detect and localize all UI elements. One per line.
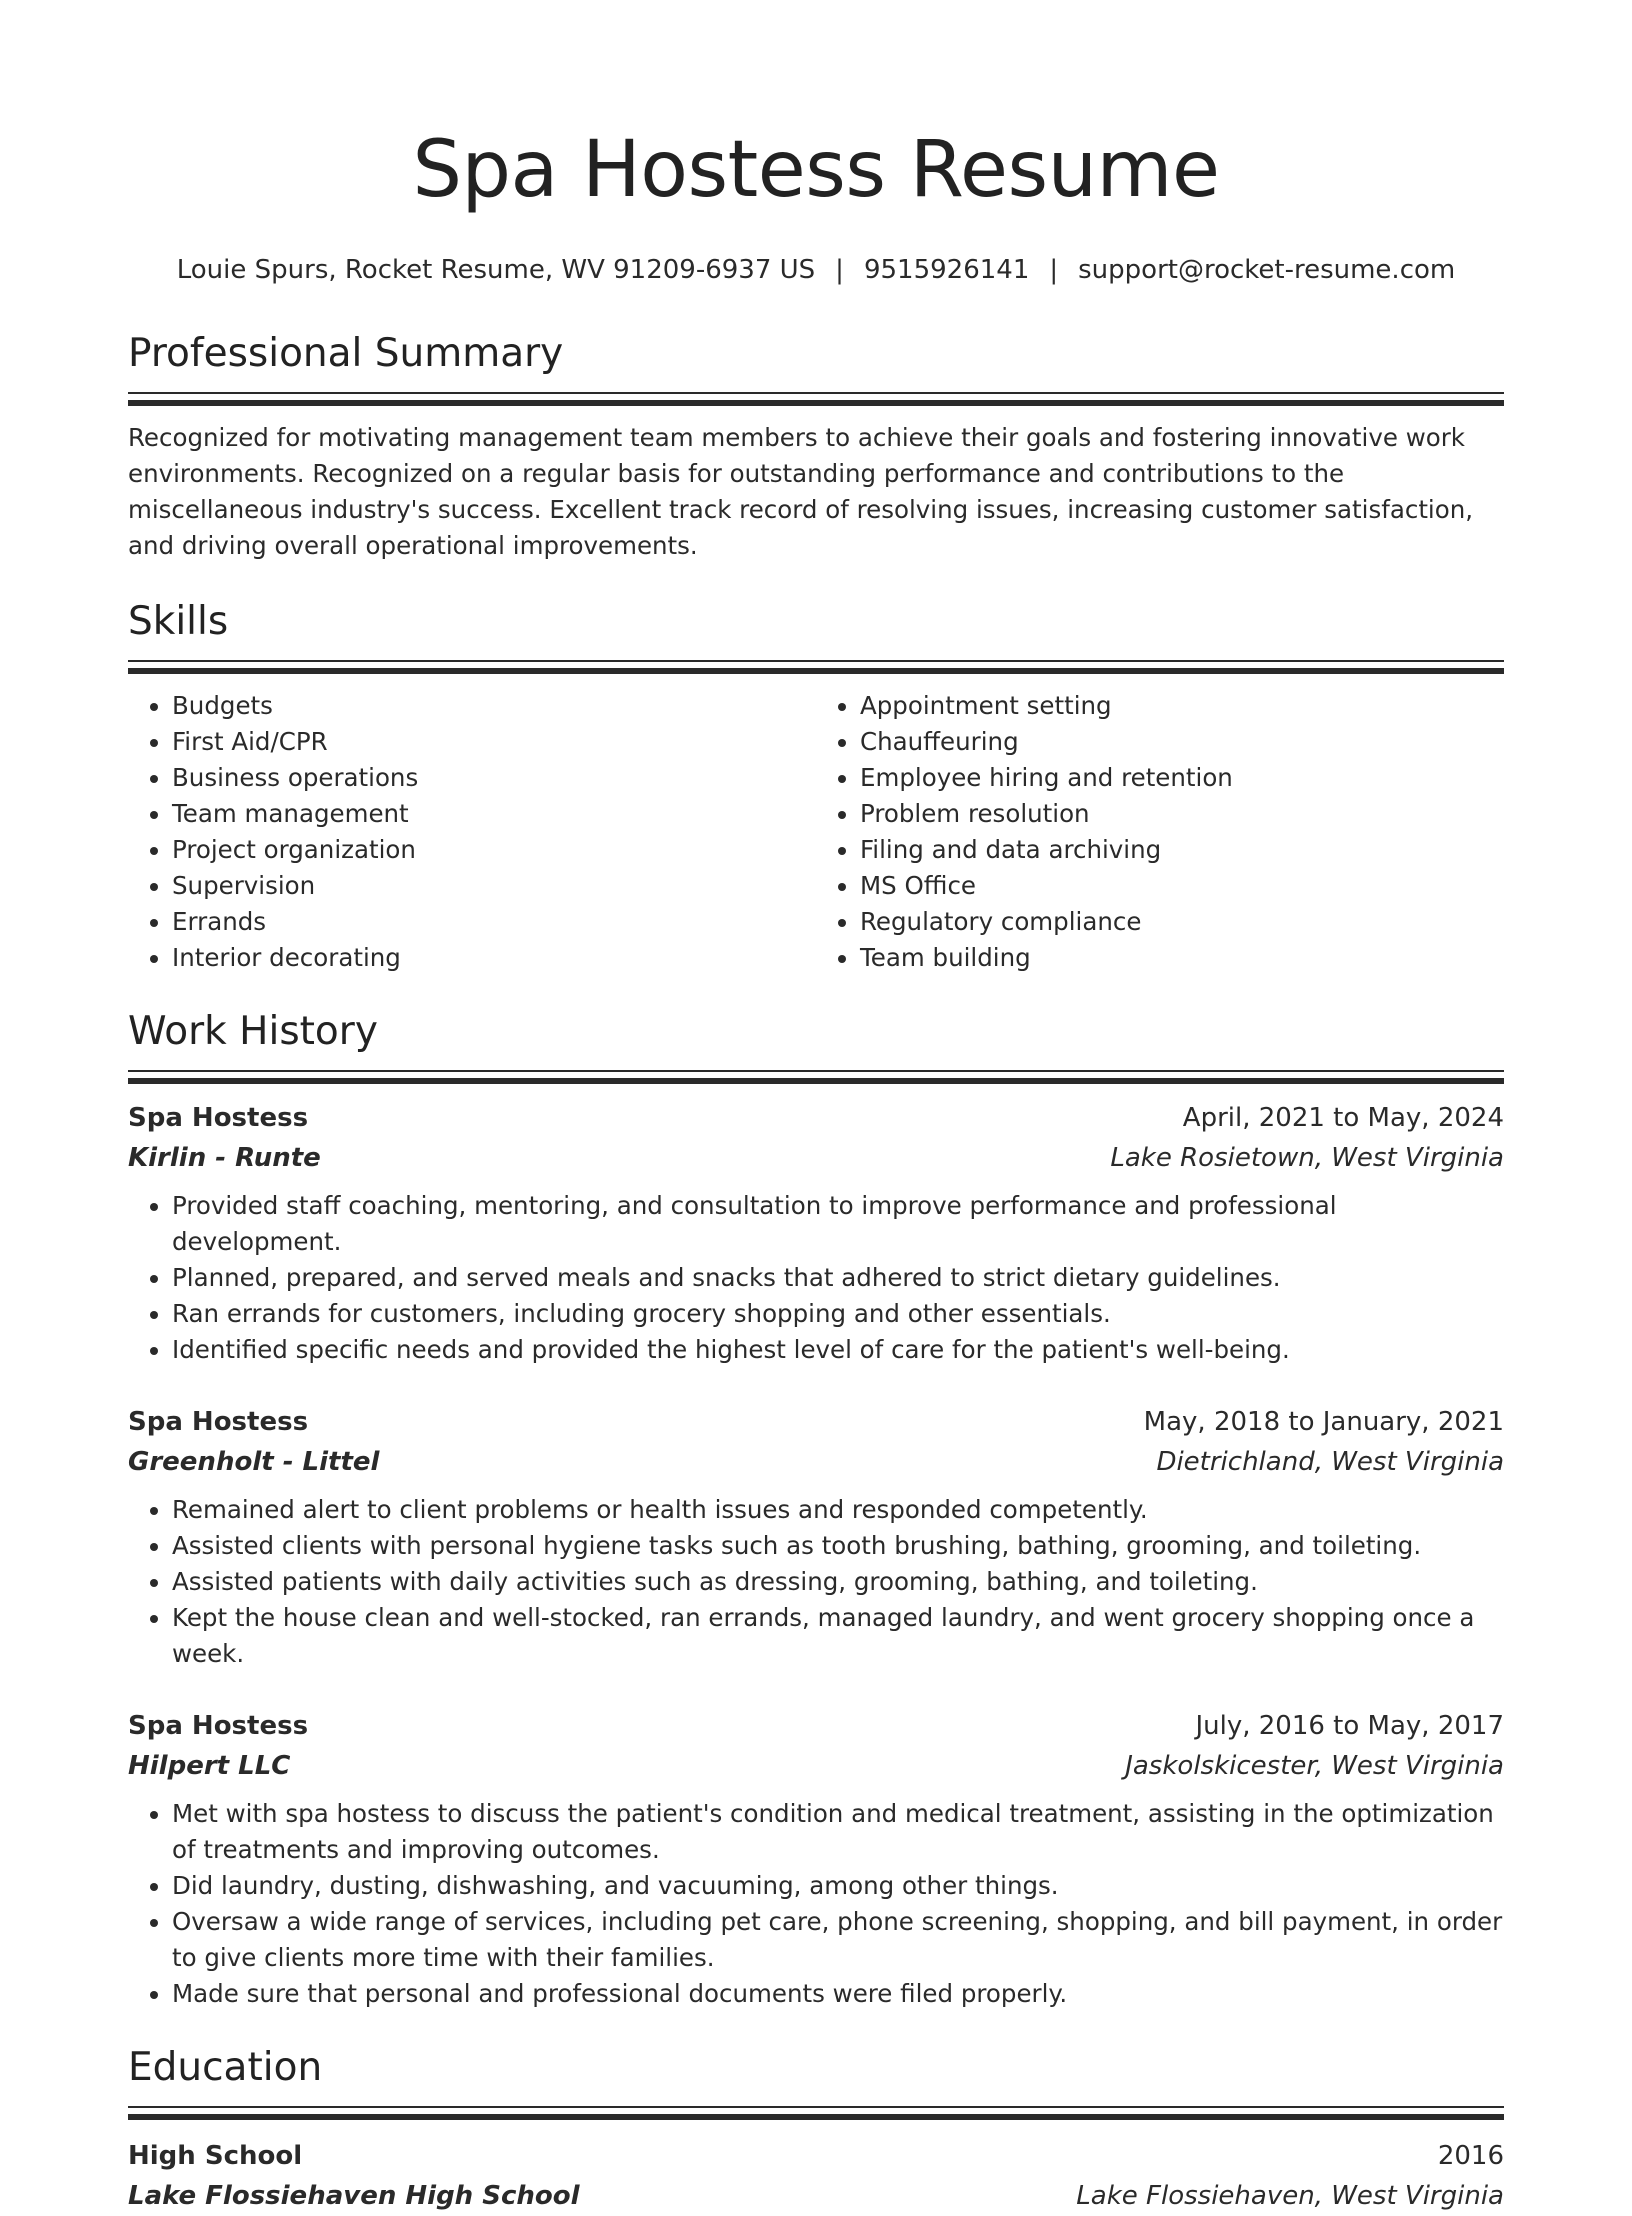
skill-item: • Regulatory compliance <box>860 904 1504 940</box>
skill-item: • Project organization <box>172 832 816 868</box>
work-history-heading: Work History <box>128 1009 378 1054</box>
job-title: Spa Hostess <box>128 1711 309 1741</box>
job-company-row <box>128 1138 1504 1178</box>
section-divider <box>128 660 1504 674</box>
skills-columns <box>128 688 1504 976</box>
job-dates: May, 2018 to January, 2021 <box>1143 1407 1504 1437</box>
education-heading: Education <box>128 2045 323 2090</box>
job-entry <box>128 1706 1504 2012</box>
education-degree: High School <box>128 2141 303 2171</box>
education-entry <box>128 2136 1504 2216</box>
job-bullets <box>128 1796 1504 2012</box>
skill-item: • Team building <box>860 940 1504 976</box>
summary-heading: Professional Summary <box>128 331 564 376</box>
contact-line <box>128 252 1504 288</box>
skill-item: • MS Office <box>860 868 1504 904</box>
skill-item: • Chauffeuring <box>860 724 1504 760</box>
job-title: Spa Hostess <box>128 1407 309 1437</box>
skill-item: • Appointment setting <box>860 688 1504 724</box>
education-year: 2016 <box>1437 2141 1504 2171</box>
summary-text: Recognized for motivating management team members to achieve their goals and fostering innovative work environments. Recognized on a regular basis for outstanding performance and contributions to the miscellaneous industry's success. Excellent track record of resolving issues, increasing customer satisfaction, and driving overall operational improvements. <box>128 423 1474 560</box>
skill-item: • Team management <box>172 796 816 832</box>
skills-section <box>128 596 1504 976</box>
job-bullets <box>128 1188 1504 1368</box>
job-header-row <box>128 1098 1504 1138</box>
job-bullet: • Did laundry, dusting, dishwashing, and vacuuming, among other things. <box>172 1868 1504 1904</box>
skill-item: • First Aid/CPR <box>172 724 816 760</box>
education-location: Lake Flossiehaven, West Virginia <box>1076 2181 1504 2211</box>
skill-item: • Supervision <box>172 868 816 904</box>
contact-phone: 9515926141 <box>863 255 1030 285</box>
contact-email: support@rocket-resume.com <box>1078 255 1456 285</box>
education-school-row <box>128 2176 1504 2216</box>
skills-left-list <box>128 688 816 976</box>
contact-separator: | <box>835 255 844 285</box>
job-bullet: • Met with spa hostess to discuss the patient's condition and medical treatment, assisting in the optimization of treatments and improving outcomes. <box>172 1796 1504 1868</box>
job-bullet: • Provided staff coaching, mentoring, and consultation to improve performance and professional development. <box>172 1188 1504 1260</box>
job-company: Kirlin - Runte <box>128 1143 321 1173</box>
job-dates: July, 2016 to May, 2017 <box>1195 1711 1504 1741</box>
job-header-row <box>128 1402 1504 1442</box>
resume-title: Spa Hostess Resume <box>412 125 1220 215</box>
job-header-row <box>128 1706 1504 1746</box>
education-school: Lake Flossiehaven High School <box>128 2181 580 2211</box>
job-bullet: • Planned, prepared, and served meals and snacks that adhered to strict dietary guidelines. <box>172 1260 1504 1296</box>
skill-item: • Errands <box>172 904 816 940</box>
skill-item: • Employee hiring and retention <box>860 760 1504 796</box>
skills-heading: Skills <box>128 599 229 644</box>
section-divider <box>128 1070 1504 1084</box>
skill-item: • Filing and data archiving <box>860 832 1504 868</box>
skill-item: • Interior decorating <box>172 940 816 976</box>
job-company: Hilpert LLC <box>128 1751 291 1781</box>
job-bullet: • Remained alert to client problems or health issues and responded competently. <box>172 1492 1504 1528</box>
job-bullet: • Assisted patients with daily activities such as dressing, grooming, bathing, and toileting. <box>172 1564 1504 1600</box>
job-bullet: • Made sure that personal and professional documents were filed properly. <box>172 1976 1504 2012</box>
job-dates: April, 2021 to May, 2024 <box>1182 1103 1504 1133</box>
job-company-row <box>128 1746 1504 1786</box>
education-section <box>128 2042 1504 2216</box>
job-bullet: • Identified specific needs and provided the highest level of care for the patient's well-being. <box>172 1332 1504 1368</box>
job-location: Jaskolskicester, West Virginia <box>1125 1751 1504 1781</box>
job-entry <box>128 1402 1504 1672</box>
section-divider <box>128 2106 1504 2120</box>
education-header-row <box>128 2136 1504 2176</box>
skill-item: • Business operations <box>172 760 816 796</box>
section-divider <box>128 392 1504 406</box>
job-bullet: • Kept the house clean and well-stocked, ran errands, managed laundry, and went grocery shopping once a week. <box>172 1600 1504 1672</box>
job-company-row <box>128 1442 1504 1482</box>
job-bullet: • Oversaw a wide range of services, including pet care, phone screening, shopping, and bill payment, in order to give clients more time with their families. <box>172 1904 1504 1976</box>
skill-item: • Budgets <box>172 688 816 724</box>
job-location: Lake Rosietown, West Virginia <box>1110 1143 1504 1173</box>
summary-section <box>128 328 1504 564</box>
skills-right-list <box>816 688 1504 976</box>
contact-separator: | <box>1049 255 1059 285</box>
job-bullets <box>128 1492 1504 1672</box>
contact-address: Louie Spurs, Rocket Resume, WV 91209-6937 US <box>176 255 816 285</box>
job-location: Dietrichland, West Virginia <box>1156 1447 1504 1477</box>
work-history-section <box>128 1006 1504 2012</box>
job-bullet: • Assisted clients with personal hygiene tasks such as tooth brushing, bathing, grooming, and toileting. <box>172 1528 1504 1564</box>
skill-item: • Problem resolution <box>860 796 1504 832</box>
job-title: Spa Hostess <box>128 1103 309 1133</box>
job-bullet: • Ran errands for customers, including grocery shopping and other essentials. <box>172 1296 1504 1332</box>
job-company: Greenholt - Littel <box>128 1447 380 1477</box>
job-entry <box>128 1098 1504 1368</box>
